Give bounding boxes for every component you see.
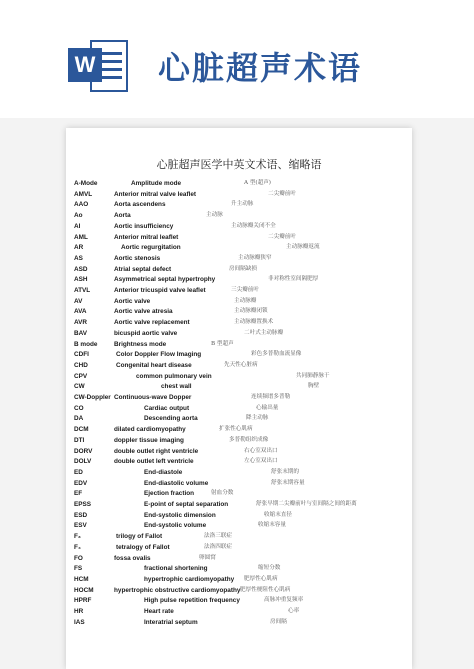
term-english: Continuous-wave Dopper — [114, 394, 192, 401]
term-abbreviation: CHD — [74, 361, 88, 369]
term-english: High pulse repetition frequency — [144, 597, 240, 605]
term-row — [66, 531, 412, 542]
term-abbreviation: CW-Doppler — [74, 394, 111, 401]
term-row — [66, 585, 412, 596]
term-english: End-diastolic volume — [144, 479, 209, 487]
term-abbreviation: DA — [74, 415, 84, 423]
term-chinese: 扩张性心肌病 — [219, 426, 253, 433]
term-abbreviation: ASD — [74, 265, 88, 273]
term-abbreviation: EDV — [74, 479, 88, 487]
term-chinese: B 型超声 — [211, 340, 234, 347]
term-chinese: 收缩末容量 — [258, 522, 286, 529]
term-abbreviation: AI — [74, 222, 81, 230]
term-row — [66, 328, 412, 339]
term-abbreviation: FO — [74, 554, 83, 562]
term-english: Aorta — [114, 212, 131, 220]
term-row — [66, 595, 412, 606]
term-row — [66, 435, 412, 446]
term-chinese: 卵圆窝 — [199, 554, 216, 561]
term-english: double outlet left ventricle — [114, 458, 194, 466]
term-row — [66, 296, 412, 307]
term-abbreviation: CW — [74, 383, 85, 391]
term-abbreviation: FS — [74, 565, 83, 573]
term-english: End-systolic volume — [144, 522, 207, 530]
term-abbreviation: EF — [74, 490, 83, 498]
term-abbreviation: ASH — [74, 276, 88, 284]
term-english: fossa ovalis — [114, 554, 151, 562]
term-row — [66, 317, 412, 328]
term-row — [66, 210, 412, 221]
term-english: Aortic insufficiency — [114, 222, 174, 230]
term-abbreviation: HOCM — [74, 586, 94, 594]
term-row — [66, 467, 412, 478]
word-icon — [68, 34, 132, 98]
term-abbreviation: DOLV — [74, 458, 92, 466]
term-english: Anterior tricuspid valve leaflet — [114, 287, 206, 294]
term-row — [66, 189, 412, 200]
term-row — [66, 349, 412, 360]
term-abbreviation: IAS — [74, 618, 85, 626]
term-english: Asymmetrical septal hypertrophy — [114, 276, 216, 284]
term-english: Descending aorta — [144, 415, 198, 423]
term-english: Ejection fraction — [144, 490, 195, 498]
term-english: Aorta ascendens — [114, 201, 166, 209]
term-row — [66, 553, 412, 564]
term-abbreviation: AMVL — [74, 190, 93, 198]
term-abbreviation: BAV — [74, 329, 88, 337]
term-abbreviation: AVA — [74, 308, 87, 316]
term-row — [66, 199, 412, 210]
term-chinese: 胸壁 — [308, 383, 320, 390]
term-english: Anterior mitral valve leaflet — [114, 190, 197, 198]
term-chinese: 左心室双出口 — [244, 458, 278, 465]
term-chinese: 降主动脉 — [246, 415, 269, 422]
term-chinese: 收缩末直径 — [264, 511, 292, 518]
term-row — [66, 381, 412, 392]
term-chinese: 舒张末期容量 — [271, 479, 305, 486]
term-english: hypertrophic cardiomyopathy — [144, 575, 235, 583]
term-chinese: 升主动脉 — [231, 201, 254, 208]
term-english: Aortic valve atresia — [114, 308, 173, 316]
term-english: fractional shortening — [144, 565, 208, 573]
term-row — [66, 617, 412, 628]
term-chinese: 房间隔 — [270, 618, 287, 625]
term-chinese: 二叶式主动脉瓣 — [244, 329, 284, 336]
term-english: doppler tissue imaging — [114, 436, 184, 444]
term-english: hypertrophic obstructive cardiomyopathy — [114, 586, 241, 594]
term-abbreviation: AR — [74, 244, 84, 252]
term-chinese: 心输出量 — [256, 404, 279, 411]
term-english: Congenital heart disease — [116, 361, 192, 369]
term-english: dilated cardiomyopathy — [114, 426, 186, 434]
term-chinese: 舒张早期二尖瓣前叶与室间隔之间的距离 — [256, 501, 357, 507]
term-abbreviation: ESV — [74, 522, 87, 530]
term-english: End-diastole — [144, 468, 183, 476]
term-row — [66, 339, 412, 350]
term-abbreviation: DORV — [74, 447, 93, 455]
term-row — [66, 478, 412, 489]
term-row — [66, 242, 412, 253]
term-row — [66, 446, 412, 457]
term-english: Amplitude mode — [131, 180, 182, 187]
term-english: trilogy of Fallot — [116, 533, 163, 541]
term-chinese: 主动脉瓣置换术 — [234, 319, 274, 326]
term-row — [66, 563, 412, 574]
term-abbreviation: AV — [74, 297, 83, 305]
term-english: Aortic stenosis — [114, 254, 161, 262]
term-abbreviation: ED — [74, 468, 83, 476]
term-abbreviation: Ao — [74, 212, 83, 220]
term-chinese: 主动脉瓣 — [234, 297, 257, 304]
term-abbreviation: AS — [74, 254, 83, 262]
term-row — [66, 306, 412, 317]
term-chinese: 射血分数 — [211, 490, 234, 497]
term-abbreviation: F₃ — [74, 533, 81, 541]
term-row — [66, 424, 412, 435]
document-page — [66, 128, 412, 669]
term-abbreviation: ATVL — [74, 287, 91, 294]
term-row — [66, 520, 412, 531]
term-row — [66, 392, 412, 403]
banner-title: 心脏超声术语 — [158, 49, 363, 87]
term-chinese: 心率 — [288, 608, 300, 614]
term-chinese: 主动脉瓣闭锁 — [234, 308, 268, 315]
term-chinese: 二尖瓣前叶 — [268, 190, 296, 197]
term-abbreviation: AAO — [74, 201, 89, 209]
term-english: chest wall — [161, 383, 192, 391]
term-abbreviation: HCM — [74, 575, 89, 583]
term-chinese: 三尖瓣前叶 — [231, 287, 259, 293]
term-row — [66, 371, 412, 382]
term-chinese: 主动脉瓣关闭不全 — [231, 222, 276, 229]
term-chinese: 肥厚性梗阻性心肌病 — [240, 586, 291, 593]
term-abbreviation: CDFI — [74, 351, 89, 359]
term-chinese: 主动脉瓣返流 — [286, 244, 320, 251]
term-chinese: 右心室双出口 — [244, 447, 278, 454]
term-chinese: A 型(超声) — [244, 180, 271, 186]
document-title: 心脏超声医学中英文术语、缩略语 — [156, 158, 322, 171]
term-english: Brightness mode — [114, 340, 167, 348]
term-english: Color Doppler Flow Imaging — [116, 351, 202, 359]
term-english: Aortic valve — [114, 297, 151, 305]
term-abbreviation: AVR — [74, 319, 88, 327]
term-english: bicuspid aortic valve — [114, 329, 178, 337]
term-abbreviation: F₄ — [74, 543, 81, 551]
term-abbreviation: AML — [74, 233, 88, 241]
term-english: Interatrial septum — [144, 618, 198, 626]
term-english: common pulmonary vein — [136, 372, 212, 380]
term-chinese: 高脉冲重复频率 — [264, 597, 304, 604]
term-row — [66, 221, 412, 232]
term-chinese: 共同肺静脉干 — [296, 372, 330, 379]
term-abbreviation: A-Mode — [74, 180, 98, 187]
term-abbreviation: DCM — [74, 426, 89, 434]
term-abbreviation: DTI — [74, 436, 85, 444]
term-english: Heart rate — [144, 608, 174, 615]
term-row — [66, 456, 412, 467]
term-row — [66, 232, 412, 243]
term-row — [66, 360, 412, 371]
term-english: Anterior mitral leaflet — [114, 233, 179, 241]
term-english: Atrial septal defect — [114, 265, 172, 273]
banner — [0, 0, 474, 118]
term-row — [66, 274, 412, 285]
term-chinese: 房间隔缺损 — [229, 265, 257, 272]
term-english: double outlet right ventricle — [114, 447, 199, 455]
term-abbreviation: B mode — [74, 340, 98, 348]
term-chinese: 非对称性室间隔肥厚 — [268, 276, 319, 283]
term-row — [66, 510, 412, 521]
term-row — [66, 488, 412, 499]
term-row — [66, 499, 412, 510]
term-chinese: 法洛三联症 — [204, 533, 232, 540]
term-row — [66, 253, 412, 264]
term-chinese: 舒张末期的 — [271, 468, 299, 475]
term-english: tetralogy of Fallot — [116, 543, 170, 551]
term-english: End-systolic dimension — [144, 511, 216, 519]
term-english: Aortic regurgitation — [121, 244, 181, 252]
term-abbreviation: HPRF — [74, 597, 92, 605]
term-chinese: 主动脉 — [206, 212, 223, 219]
term-chinese: 多普勒组织成像 — [229, 436, 269, 443]
term-row — [66, 413, 412, 424]
term-abbreviation: ESD — [74, 511, 88, 519]
term-english: E-point of septal separation — [144, 501, 229, 508]
word-icon-letter: W — [68, 48, 102, 82]
term-row — [66, 403, 412, 414]
term-row — [66, 606, 412, 617]
term-chinese: 二尖瓣前叶 — [268, 233, 296, 240]
term-chinese: 法洛四联症 — [204, 543, 232, 550]
term-abbreviation: HR — [74, 608, 84, 615]
term-row — [66, 264, 412, 275]
term-abbreviation: CO — [74, 404, 84, 412]
term-abbreviation: EPSS — [74, 501, 92, 508]
term-chinese: 先天性心脏病 — [224, 361, 258, 368]
term-english: Aortic valve replacement — [114, 319, 190, 327]
term-chinese: 主动脉瓣狭窄 — [238, 254, 272, 261]
term-row — [66, 574, 412, 585]
term-row — [66, 542, 412, 553]
term-chinese: 肥厚性心肌病 — [244, 575, 278, 582]
term-chinese: 彩色多普勒血流显像 — [251, 351, 302, 358]
term-row — [66, 178, 412, 189]
term-chinese: 缩短分数 — [258, 565, 281, 572]
term-row — [66, 285, 412, 296]
term-english: Cardiac output — [144, 404, 190, 412]
term-abbreviation: CPV — [74, 372, 88, 380]
term-chinese: 连续频谱多普勒 — [251, 394, 291, 400]
